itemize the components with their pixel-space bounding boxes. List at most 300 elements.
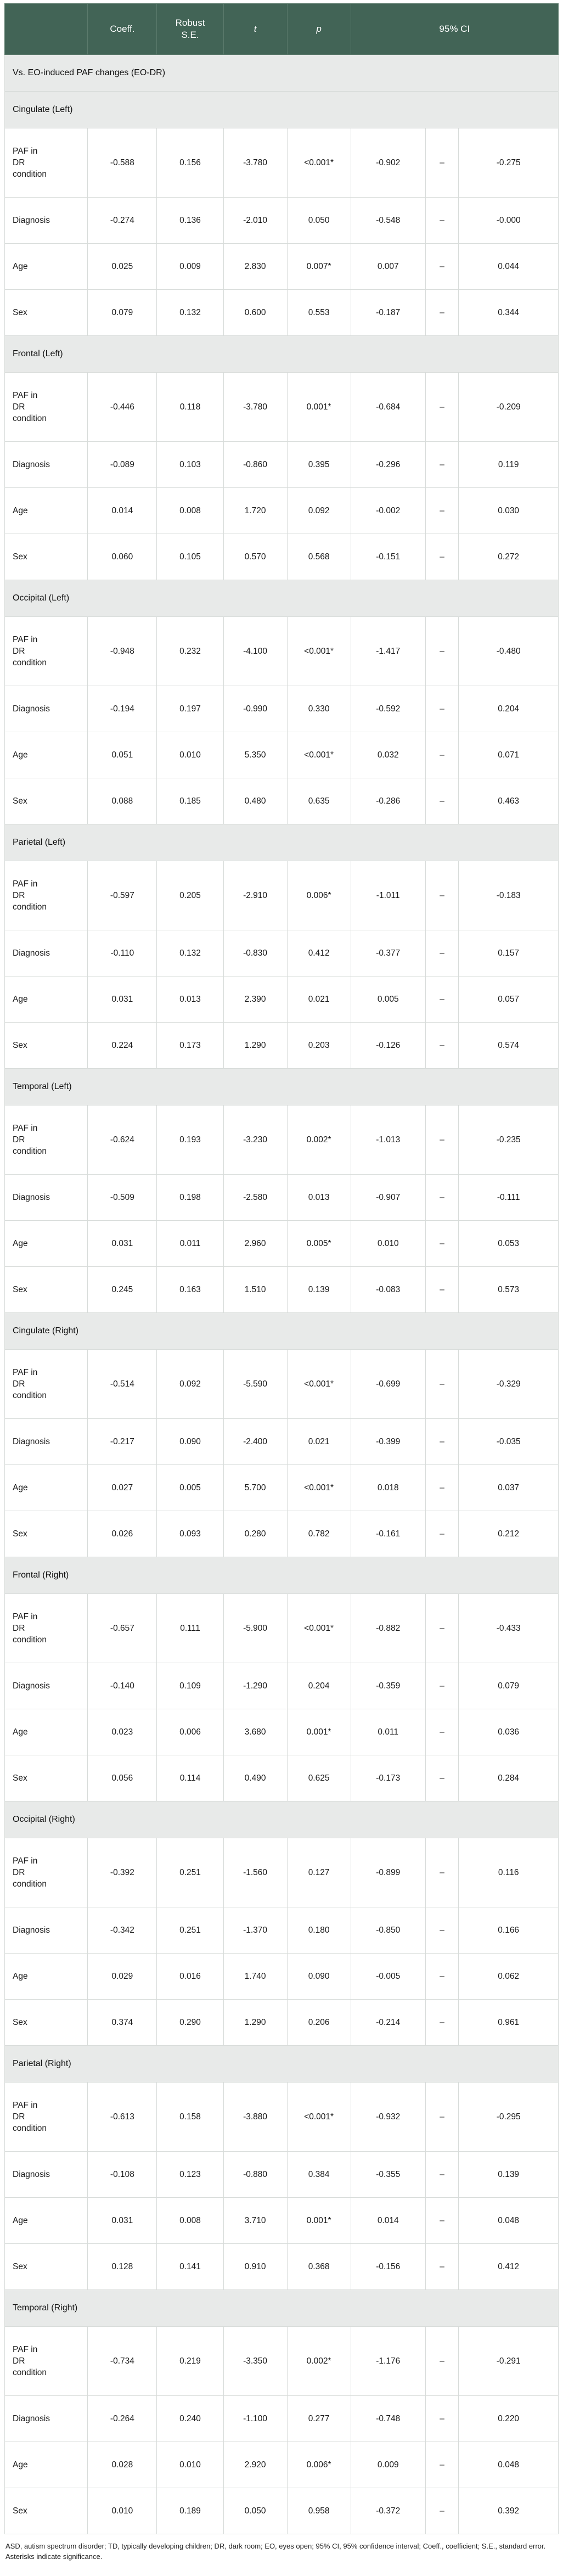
row-label <box>5 2327 88 2396</box>
robust-se-value: 0.005 <box>157 1465 223 1511</box>
ci-dash: – <box>425 1175 459 1221</box>
row-label <box>5 930 88 976</box>
ci-dash: – <box>425 1267 459 1313</box>
ci-upper-value: -0.329 <box>459 1350 559 1419</box>
ci-dash: – <box>425 2083 459 2152</box>
ci-dash: – <box>425 534 459 580</box>
table-row <box>5 373 559 442</box>
table-row <box>5 2442 559 2488</box>
section-title: Cingulate (Left) <box>5 92 559 128</box>
row-label-text: Age <box>13 2460 28 2470</box>
row-label-text: Sex <box>13 2262 27 2271</box>
row-label <box>5 1419 88 1465</box>
p-value: 0.384 <box>287 2152 351 2198</box>
ci-upper-value: -0.295 <box>459 2083 559 2152</box>
t-value: -3.780 <box>223 128 287 198</box>
table-row <box>5 1663 559 1709</box>
robust-se-value: 0.090 <box>157 1419 223 1465</box>
ci-lower-value: -1.013 <box>351 1105 425 1175</box>
ci-upper-value: 0.048 <box>459 2442 559 2488</box>
ci-lower-value: -0.161 <box>351 1511 425 1557</box>
ci-dash: – <box>425 2152 459 2198</box>
section-title: Parietal (Left) <box>5 824 559 861</box>
p-value: 0.002* <box>287 1105 351 1175</box>
table-row <box>5 732 559 778</box>
row-label-text: Diagnosis <box>13 2170 50 2179</box>
robust-se-value: 0.010 <box>157 732 223 778</box>
p-value: 0.006* <box>287 861 351 930</box>
row-label-text: Age <box>13 1972 28 1981</box>
ci-lower-value: -0.359 <box>351 1663 425 1709</box>
p-value: 0.002* <box>287 2327 351 2396</box>
ci-upper-value: 0.119 <box>459 442 559 488</box>
header-coeff: Coeff. <box>88 4 157 55</box>
t-value: 2.920 <box>223 2442 287 2488</box>
row-label <box>5 2000 88 2046</box>
ci-dash: – <box>425 778 459 824</box>
robust-se-value: 0.123 <box>157 2152 223 2198</box>
row-label-text: Diagnosis <box>13 1193 50 1202</box>
ci-upper-value: -0.291 <box>459 2327 559 2396</box>
ci-dash: – <box>425 198 459 244</box>
p-value: 0.203 <box>287 1023 351 1069</box>
robust-se-value: 0.111 <box>157 1594 223 1663</box>
coeff-value: 0.025 <box>88 244 157 290</box>
coeff-value: -0.110 <box>88 930 157 976</box>
row-label-text: Diagnosis <box>13 216 50 225</box>
row-label-text: Age <box>13 262 28 271</box>
row-label <box>5 442 88 488</box>
t-value: -5.590 <box>223 1350 287 1419</box>
ci-upper-value: 0.037 <box>459 1465 559 1511</box>
row-label <box>5 2083 88 2152</box>
coeff-value: 0.026 <box>88 1511 157 1557</box>
row-label-text: Diagnosis <box>13 949 50 958</box>
row-label-text: Age <box>13 1239 28 1248</box>
robust-se-value: 0.141 <box>157 2244 223 2290</box>
ci-lower-value: -0.156 <box>351 2244 425 2290</box>
ci-lower-value: -0.002 <box>351 488 425 534</box>
t-value: -1.560 <box>223 1838 287 1907</box>
robust-se-value: 0.016 <box>157 1954 223 2000</box>
ci-dash: – <box>425 244 459 290</box>
t-value: 2.960 <box>223 1221 287 1267</box>
t-value: -2.400 <box>223 1419 287 1465</box>
ci-lower-value: 0.009 <box>351 2442 425 2488</box>
robust-se-value: 0.105 <box>157 534 223 580</box>
t-value: -1.100 <box>223 2396 287 2442</box>
table-row <box>5 1419 559 1465</box>
row-label-text: Diagnosis <box>13 460 50 469</box>
t-value: 1.290 <box>223 2000 287 2046</box>
row-label <box>5 1105 88 1175</box>
row-label <box>5 373 88 442</box>
ci-lower-value: -0.748 <box>351 2396 425 2442</box>
table-row <box>5 976 559 1023</box>
t-value: -2.010 <box>223 198 287 244</box>
table-row <box>5 1709 559 1755</box>
table-row <box>5 1267 559 1313</box>
p-value: 0.180 <box>287 1907 351 1954</box>
row-label <box>5 2396 88 2442</box>
coeff-value: -0.514 <box>88 1350 157 1419</box>
ci-upper-value: 0.212 <box>459 1511 559 1557</box>
p-value: <0.001* <box>287 1465 351 1511</box>
table-row <box>5 488 559 534</box>
ci-dash: – <box>425 1350 459 1419</box>
t-value: 0.910 <box>223 2244 287 2290</box>
robust-se-value: 0.010 <box>157 2442 223 2488</box>
coeff-value: -0.613 <box>88 2083 157 2152</box>
ci-lower-value: -0.173 <box>351 1755 425 1801</box>
table-row <box>5 2198 559 2244</box>
coeff-value: -0.948 <box>88 617 157 686</box>
ci-dash: – <box>425 930 459 976</box>
robust-se-value: 0.197 <box>157 686 223 732</box>
table-header <box>5 4 559 55</box>
ci-lower-value: 0.005 <box>351 976 425 1023</box>
robust-se-value: 0.006 <box>157 1709 223 1755</box>
t-value: -4.100 <box>223 617 287 686</box>
row-label-text: Sex <box>13 308 27 317</box>
row-label <box>5 686 88 732</box>
coeff-value: -0.140 <box>88 1663 157 1709</box>
coeff-value: -0.392 <box>88 1838 157 1907</box>
row-label <box>5 2198 88 2244</box>
ci-dash: – <box>425 732 459 778</box>
ci-lower-value: -0.355 <box>351 2152 425 2198</box>
p-value: 0.204 <box>287 1663 351 1709</box>
t-value: -2.580 <box>223 1175 287 1221</box>
ci-upper-value: 0.284 <box>459 1755 559 1801</box>
ci-upper-value: -0.275 <box>459 128 559 198</box>
ci-upper-value: 0.157 <box>459 930 559 976</box>
table-row <box>5 2083 559 2152</box>
ci-dash: – <box>425 2198 459 2244</box>
section-header-row <box>5 92 559 128</box>
robust-se-value: 0.103 <box>157 442 223 488</box>
section-header-row <box>5 824 559 861</box>
ci-dash: – <box>425 1838 459 1907</box>
ci-lower-value: -0.126 <box>351 1023 425 1069</box>
ci-upper-value: -0.209 <box>459 373 559 442</box>
row-label-text: Age <box>13 995 28 1004</box>
ci-dash: – <box>425 2442 459 2488</box>
section-title: Frontal (Right) <box>5 1557 559 1594</box>
p-value: 0.021 <box>287 976 351 1023</box>
coeff-value: 0.088 <box>88 778 157 824</box>
row-label <box>5 1175 88 1221</box>
ci-upper-value: 0.057 <box>459 976 559 1023</box>
ci-lower-value: -1.417 <box>351 617 425 686</box>
ci-dash: – <box>425 1709 459 1755</box>
ci-upper-value: 0.116 <box>459 1838 559 1907</box>
row-label <box>5 1221 88 1267</box>
coeff-value: -0.108 <box>88 2152 157 2198</box>
ci-upper-value: 0.344 <box>459 290 559 336</box>
coeff-value: 0.031 <box>88 1221 157 1267</box>
ci-upper-value: 0.139 <box>459 2152 559 2198</box>
row-label <box>5 976 88 1023</box>
ci-upper-value: -0.480 <box>459 617 559 686</box>
t-value: 3.680 <box>223 1709 287 1755</box>
subtitle-row <box>5 55 559 92</box>
ci-lower-value: -0.377 <box>351 930 425 976</box>
section-header-row <box>5 1557 559 1594</box>
ci-dash: – <box>425 1954 459 2000</box>
p-value: 0.013 <box>287 1175 351 1221</box>
ci-upper-value: 0.079 <box>459 1663 559 1709</box>
row-label-text: Age <box>13 1483 28 1492</box>
p-value: <0.001* <box>287 1350 351 1419</box>
robust-se-value: 0.114 <box>157 1755 223 1801</box>
t-value: -1.370 <box>223 1907 287 1954</box>
robust-se-value: 0.109 <box>157 1663 223 1709</box>
coeff-value: 0.245 <box>88 1267 157 1313</box>
t-value: 0.600 <box>223 290 287 336</box>
ci-upper-value: -0.433 <box>459 1594 559 1663</box>
ci-lower-value: -1.011 <box>351 861 425 930</box>
row-label-text: PAF in DR condition <box>13 1856 47 1889</box>
robust-se-value: 0.205 <box>157 861 223 930</box>
row-label-text: Diagnosis <box>13 2414 50 2423</box>
table-row <box>5 1838 559 1907</box>
p-value: 0.206 <box>287 2000 351 2046</box>
ci-upper-value: 0.463 <box>459 778 559 824</box>
t-value: -0.830 <box>223 930 287 976</box>
section-title: Occipital (Left) <box>5 580 559 617</box>
ci-dash: – <box>425 128 459 198</box>
table-footnote: ASD, autism spectrum disorder; TD, typically developing children; DR, dark room; EO, eyes open; 95% CI, 95% confidence interval; Coeff., coefficient; S.E., standard error. Asterisks indicate significance. <box>5 2542 546 2561</box>
robust-se-value: 0.118 <box>157 373 223 442</box>
coeff-value: -0.588 <box>88 128 157 198</box>
table-row <box>5 1175 559 1221</box>
row-label-text: Age <box>13 1727 28 1737</box>
p-value: 0.958 <box>287 2488 351 2534</box>
row-label <box>5 861 88 930</box>
table-row <box>5 2327 559 2396</box>
p-value: 0.330 <box>287 686 351 732</box>
row-label-text: PAF in DR condition <box>13 879 47 912</box>
coeff-value: 0.031 <box>88 2198 157 2244</box>
ci-upper-value: -0.111 <box>459 1175 559 1221</box>
t-value: -3.350 <box>223 2327 287 2396</box>
row-label-text: PAF in DR condition <box>13 1368 47 1400</box>
ci-dash: – <box>425 373 459 442</box>
robust-se-value: 0.232 <box>157 617 223 686</box>
ci-lower-value: -0.187 <box>351 290 425 336</box>
ci-dash: – <box>425 1594 459 1663</box>
ci-lower-value: -0.372 <box>351 2488 425 2534</box>
row-label-text: Age <box>13 2216 28 2225</box>
row-label-text: PAF in DR condition <box>13 391 47 423</box>
row-label-text: Diagnosis <box>13 704 50 714</box>
coeff-value: -0.217 <box>88 1419 157 1465</box>
row-label-text: Diagnosis <box>13 1681 50 1691</box>
row-label <box>5 290 88 336</box>
table-row <box>5 2488 559 2534</box>
robust-se-value: 0.013 <box>157 976 223 1023</box>
row-label <box>5 1838 88 1907</box>
t-value: 0.280 <box>223 1511 287 1557</box>
table-row <box>5 930 559 976</box>
p-value: 0.139 <box>287 1267 351 1313</box>
ci-lower-value: -0.286 <box>351 778 425 824</box>
row-label <box>5 244 88 290</box>
robust-se-value: 0.185 <box>157 778 223 824</box>
robust-se-value: 0.219 <box>157 2327 223 2396</box>
table-row <box>5 686 559 732</box>
section-header-row <box>5 580 559 617</box>
row-label-text: Sex <box>13 2018 27 2027</box>
robust-se-value: 0.193 <box>157 1105 223 1175</box>
t-value: 2.830 <box>223 244 287 290</box>
p-value: <0.001* <box>287 1594 351 1663</box>
table-row <box>5 2000 559 2046</box>
ci-lower-value: 0.007 <box>351 244 425 290</box>
table-row <box>5 2244 559 2290</box>
ci-upper-value: -0.183 <box>459 861 559 930</box>
coeff-value: -0.274 <box>88 198 157 244</box>
row-label-text: PAF in DR condition <box>13 635 47 667</box>
ci-dash: – <box>425 861 459 930</box>
ci-upper-value: 0.392 <box>459 2488 559 2534</box>
row-label-text: Sex <box>13 1285 27 1294</box>
row-label <box>5 488 88 534</box>
header-robust-se-text: Robust S.E. <box>175 18 205 40</box>
row-label-text: Age <box>13 506 28 515</box>
ci-lower-value: -0.296 <box>351 442 425 488</box>
ci-dash: – <box>425 1755 459 1801</box>
row-label <box>5 1663 88 1709</box>
row-label <box>5 2152 88 2198</box>
table-row <box>5 1511 559 1557</box>
t-value: -3.880 <box>223 2083 287 2152</box>
ci-dash: – <box>425 1511 459 1557</box>
ci-dash: – <box>425 1465 459 1511</box>
ci-upper-value: 0.204 <box>459 686 559 732</box>
row-label-text: Sex <box>13 2506 27 2516</box>
t-value: 5.700 <box>223 1465 287 1511</box>
p-value: 0.001* <box>287 373 351 442</box>
coeff-value: 0.060 <box>88 534 157 580</box>
ci-dash: – <box>425 2488 459 2534</box>
section-header-row <box>5 2046 559 2083</box>
coeff-value: -0.509 <box>88 1175 157 1221</box>
p-value: 0.001* <box>287 2198 351 2244</box>
coeff-value: 0.028 <box>88 2442 157 2488</box>
robust-se-value: 0.189 <box>157 2488 223 2534</box>
p-value: 0.568 <box>287 534 351 580</box>
ci-lower-value: -0.882 <box>351 1594 425 1663</box>
ci-dash: – <box>425 1221 459 1267</box>
coeff-value: -0.194 <box>88 686 157 732</box>
ci-dash: – <box>425 290 459 336</box>
table-row <box>5 1954 559 2000</box>
ci-upper-value: 0.053 <box>459 1221 559 1267</box>
p-value: 0.782 <box>287 1511 351 1557</box>
robust-se-value: 0.132 <box>157 930 223 976</box>
ci-upper-value: 0.574 <box>459 1023 559 1069</box>
p-value: 0.021 <box>287 1419 351 1465</box>
ci-lower-value: 0.032 <box>351 732 425 778</box>
row-label <box>5 778 88 824</box>
t-value: 1.290 <box>223 1023 287 1069</box>
row-label <box>5 1755 88 1801</box>
section-title: Temporal (Right) <box>5 2290 559 2327</box>
coeff-value: 0.027 <box>88 1465 157 1511</box>
ci-lower-value: -0.548 <box>351 198 425 244</box>
row-label-text: PAF in DR condition <box>13 1124 47 1156</box>
ci-dash: – <box>425 1907 459 1954</box>
ci-lower-value: -0.932 <box>351 2083 425 2152</box>
table-row <box>5 1594 559 1663</box>
ci-upper-value: 0.961 <box>459 2000 559 2046</box>
section-title: Temporal (Left) <box>5 1069 559 1105</box>
robust-se-value: 0.251 <box>157 1907 223 1954</box>
robust-se-value: 0.198 <box>157 1175 223 1221</box>
header-row <box>5 4 559 55</box>
t-value: -0.880 <box>223 2152 287 2198</box>
header-robust-se <box>157 4 223 55</box>
table-row <box>5 442 559 488</box>
ci-dash: – <box>425 1105 459 1175</box>
ci-upper-value: 0.044 <box>459 244 559 290</box>
t-value: 1.510 <box>223 1267 287 1313</box>
ci-dash: – <box>425 617 459 686</box>
coeff-value: -0.657 <box>88 1594 157 1663</box>
ci-upper-value: -0.235 <box>459 1105 559 1175</box>
t-value: 0.480 <box>223 778 287 824</box>
ci-lower-value: 0.018 <box>351 1465 425 1511</box>
p-value: <0.001* <box>287 128 351 198</box>
coeff-value: 0.051 <box>88 732 157 778</box>
t-value: 1.740 <box>223 1954 287 2000</box>
header-t: t <box>223 4 287 55</box>
section-title: Cingulate (Right) <box>5 1313 559 1350</box>
row-label <box>5 1907 88 1954</box>
results-table <box>4 3 559 2534</box>
p-value: 0.553 <box>287 290 351 336</box>
row-label <box>5 1594 88 1663</box>
row-label-text: PAF in DR condition <box>13 147 47 179</box>
row-label-text: Sex <box>13 552 27 562</box>
ci-upper-value: 0.071 <box>459 732 559 778</box>
row-label <box>5 732 88 778</box>
ci-lower-value: -0.005 <box>351 1954 425 2000</box>
coeff-value: 0.023 <box>88 1709 157 1755</box>
row-label <box>5 2488 88 2534</box>
robust-se-value: 0.173 <box>157 1023 223 1069</box>
ci-upper-value: 0.036 <box>459 1709 559 1755</box>
p-value: 0.007* <box>287 244 351 290</box>
ci-lower-value: -0.850 <box>351 1907 425 1954</box>
t-value: 0.570 <box>223 534 287 580</box>
table-row <box>5 1465 559 1511</box>
row-label-text: Sex <box>13 1529 27 1539</box>
row-label <box>5 1350 88 1419</box>
ci-dash: – <box>425 1663 459 1709</box>
p-value: 0.395 <box>287 442 351 488</box>
ci-lower-value: 0.011 <box>351 1709 425 1755</box>
t-value: -0.990 <box>223 686 287 732</box>
ci-lower-value: -0.902 <box>351 128 425 198</box>
ci-lower-value: -0.083 <box>351 1267 425 1313</box>
coeff-value: -0.264 <box>88 2396 157 2442</box>
row-label <box>5 617 88 686</box>
p-value: <0.001* <box>287 732 351 778</box>
section-header-row <box>5 2290 559 2327</box>
